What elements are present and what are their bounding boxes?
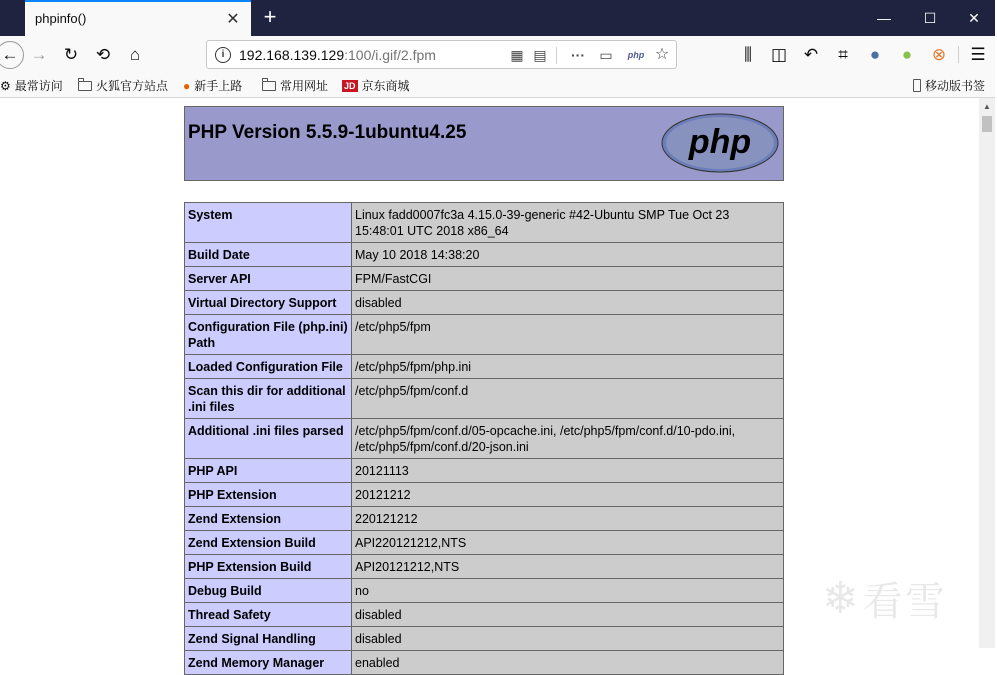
row-value: disabled — [352, 291, 784, 315]
tab-close-icon[interactable]: ✕ — [226, 11, 240, 28]
tab-phpinfo[interactable] — [25, 0, 251, 36]
row-value: FPM/FastCGI — [352, 267, 784, 291]
row-key: Build Date — [185, 243, 352, 267]
table-row — [185, 243, 784, 267]
reload-button[interactable]: ↻ — [63, 45, 79, 64]
bookmark-star-icon[interactable]: ☆ — [654, 46, 670, 63]
row-key: PHP Extension — [185, 483, 352, 507]
page-actions-icon[interactable]: ··· — [571, 47, 585, 63]
row-key: Virtual Directory Support — [185, 291, 352, 315]
table-row — [185, 507, 784, 531]
table-row — [185, 627, 784, 651]
page-content — [0, 98, 979, 670]
row-key: PHP API — [185, 459, 352, 483]
row-value: /etc/php5/fpm/php.ini — [352, 355, 784, 379]
menu-icon[interactable]: ☰ — [970, 45, 986, 64]
table-row — [185, 531, 784, 555]
row-value: /etc/php5/fpm/conf.d — [352, 379, 784, 419]
row-value: API20121212,NTS — [352, 555, 784, 579]
library-icon[interactable]: ⫼ — [744, 45, 752, 64]
row-value: disabled — [352, 603, 784, 627]
row-value: /etc/php5/fpm/conf.d/05-opcache.ini, /etc/php5/fpm/conf.d/10-pdo.ini, /etc/php5/fpm/conf.d/20-json.ini — [352, 419, 784, 459]
sidebar-icon[interactable]: ◫ — [770, 45, 788, 64]
scrollbar[interactable] — [979, 98, 995, 648]
snowflake-icon: ❄ — [822, 574, 859, 623]
table-row — [185, 355, 784, 379]
bookmark-mobile[interactable]: 移动版书签 — [913, 77, 985, 94]
row-key: Zend Signal Handling — [185, 627, 352, 651]
row-value: disabled — [352, 627, 784, 651]
close-window-button[interactable]: ✕ — [968, 10, 980, 26]
phpinfo-table — [184, 202, 784, 675]
row-value: May 10 2018 14:38:20 — [352, 243, 784, 267]
row-value: Linux fadd0007fc3a 4.15.0-39-generic #42-Ubuntu SMP Tue Oct 23 15:48:01 UTC 2018 x86_64 — [352, 203, 784, 243]
crop-icon[interactable]: ⌗ — [838, 45, 848, 64]
bookmark-common-sites[interactable]: 常用网址 — [262, 77, 328, 94]
nav-bar — [0, 36, 995, 74]
history-icon[interactable]: ⟲ — [95, 45, 111, 64]
row-key: Zend Extension Build — [185, 531, 352, 555]
row-key: PHP Extension Build — [185, 555, 352, 579]
server-icon[interactable]: ▭ — [599, 47, 613, 63]
table-row — [185, 579, 784, 603]
bookmark-getting-started[interactable]: ● 新手上路 — [183, 78, 243, 93]
row-key: Thread Safety — [185, 603, 352, 627]
table-row — [185, 291, 784, 315]
qr-code-icon[interactable]: ▦ — [510, 47, 524, 63]
row-value: enabled — [352, 651, 784, 675]
table-row — [185, 651, 784, 675]
row-value: 20121212 — [352, 483, 784, 507]
site-info-icon[interactable]: i — [215, 47, 231, 63]
bookmark-most-visited[interactable]: ⚙ 最常访问 — [0, 78, 63, 93]
tab-bar — [0, 0, 995, 36]
bookmarks-toolbar — [0, 74, 995, 98]
table-row — [185, 555, 784, 579]
table-row — [185, 483, 784, 507]
page-title: PHP Version 5.5.9-1ubuntu4.25 — [188, 122, 467, 143]
forward-button[interactable]: → — [30, 45, 48, 64]
row-key: Debug Build — [185, 579, 352, 603]
row-value: 20121113 — [352, 459, 784, 483]
row-key: Server API — [185, 267, 352, 291]
reader-view-icon[interactable]: ▤ — [533, 47, 547, 63]
undo-icon[interactable]: ↶ — [803, 45, 819, 64]
table-row — [185, 419, 784, 459]
bookmark-firefox-official[interactable]: 火狐官方站点 — [78, 77, 168, 94]
row-key: Additional .ini files parsed — [185, 419, 352, 459]
table-row — [185, 379, 784, 419]
firefox-icon: ● — [183, 78, 191, 93]
table-row — [185, 267, 784, 291]
table-row — [185, 315, 784, 355]
row-key: Zend Extension — [185, 507, 352, 531]
jd-icon: JD — [344, 80, 356, 91]
row-key: Loaded Configuration File — [185, 355, 352, 379]
row-value: /etc/php5/fpm — [352, 315, 784, 355]
mobile-icon — [913, 79, 921, 92]
row-key: System — [185, 203, 352, 243]
row-value: no — [352, 579, 784, 603]
php-logo — [661, 113, 779, 173]
minimize-button[interactable]: — — [877, 10, 891, 26]
svg-text:php: php — [688, 123, 752, 161]
php-extension-icon[interactable]: php — [627, 50, 645, 60]
watermark: ❄ 看雪 — [822, 574, 947, 624]
row-key: Configuration File (php.ini) Path — [185, 315, 352, 355]
bookmark-jd[interactable]: JD 京东商城 — [344, 79, 410, 93]
row-key: Scan this dir for additional .ini files — [185, 379, 352, 419]
row-key: Zend Memory Manager — [185, 651, 352, 675]
gear-icon: ⚙ — [0, 78, 11, 93]
folder-icon — [262, 81, 276, 91]
extension-orange-icon[interactable]: ⊗ — [931, 45, 947, 64]
table-row — [185, 459, 784, 483]
tab-title: phpinfo() — [35, 11, 87, 26]
new-tab-button[interactable]: + — [263, 4, 277, 29]
folder-icon — [78, 81, 92, 91]
url-bar[interactable] — [206, 40, 677, 69]
home-button[interactable]: ⌂ — [129, 45, 141, 64]
row-value: 220121212 — [352, 507, 784, 531]
extension-green-icon[interactable]: ● — [901, 45, 913, 64]
row-value: API220121212,NTS — [352, 531, 784, 555]
table-row — [185, 603, 784, 627]
url-text[interactable]: 192.168.139.129:100/i.gif/2.fpm — [239, 47, 436, 63]
chat-icon[interactable]: ● — [869, 45, 881, 64]
table-row — [185, 203, 784, 243]
scroll-up-icon[interactable]: ▲ — [983, 102, 991, 111]
back-button[interactable]: ← — [0, 41, 24, 69]
scrollbar-thumb[interactable] — [982, 116, 992, 132]
php-header — [184, 106, 784, 181]
maximize-button[interactable]: ☐ — [923, 10, 937, 26]
